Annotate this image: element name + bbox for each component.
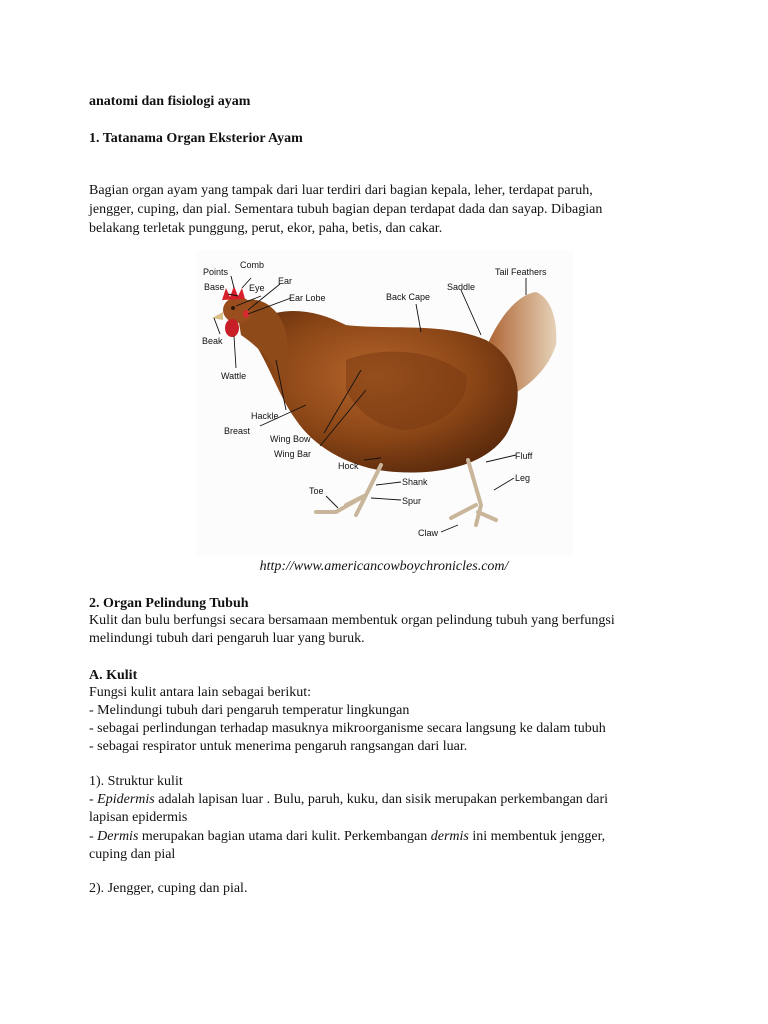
intro-line-3: belakang terletak punggung, perut, ekor, paha, betis, dan cakar. (89, 221, 443, 236)
epidermis-prefix: - (89, 792, 98, 807)
comb-shape (222, 286, 245, 300)
dermis-term: Dermis (97, 829, 139, 844)
label-ear-lobe: Ear Lobe (289, 293, 326, 303)
document-title: anatomi dan fisiologi ayam (89, 94, 251, 109)
label-toe: Toe (309, 486, 324, 496)
epidermis-line-2: lapisan epidermis (89, 810, 188, 825)
section-a-intro: Fungsi kulit antara lain sebagai berikut: (89, 685, 312, 700)
section-a-item-1: - Melindungi tubuh dari pengaruh temperatur lingkungan (89, 703, 410, 718)
dermis-prefix: - (89, 829, 98, 844)
epidermis-term: Epidermis (97, 792, 155, 807)
wattle-shape (225, 319, 239, 337)
right-leg (451, 460, 496, 525)
chicken-anatomy-figure (196, 250, 573, 556)
epidermis-line-1 (89, 790, 608, 809)
intro-line-1: Bagian organ ayam yang tampak dari luar terdiri dari bagian kepala, leher, terdapat paruh, (89, 183, 593, 198)
label-claw: Claw (418, 528, 439, 538)
dermis-text: merupakan bagian utama dari kulit. Perkembangan (138, 829, 431, 844)
label-saddle: Saddle (447, 282, 476, 292)
dermis-term-2: dermis (430, 829, 469, 844)
label-eye: Eye (249, 283, 265, 293)
label-back-cape: Back Cape (386, 292, 431, 302)
label-wing-bow: Wing Bow (270, 434, 311, 444)
beak-shape (212, 312, 223, 320)
section-2-heading: 2. Organ Pelindung Tubuh (89, 596, 249, 611)
label-ear: Ear (278, 276, 293, 286)
label-spur: Spur (402, 496, 422, 506)
label-shank: Shank (402, 477, 428, 487)
dermis-line-2: cuping dan pial (89, 847, 176, 862)
section-1-heading: 1. Tatanama Organ Eksterior Ayam (89, 131, 303, 146)
label-wing-bar: Wing Bar (274, 449, 312, 459)
chicken-illustration (196, 250, 573, 556)
label-base: Base (204, 282, 225, 292)
section-a-item-2: - sebagai perlindungan terhadap masuknya mikroorganisme secara langsung ke dalam tubuh (89, 721, 606, 736)
intro-line-2: jengger, cuping, dan pial. Sementara tubuh bagian depan terdapat dada dan sayap. Dibagian (89, 202, 603, 217)
eye-dot (231, 306, 235, 310)
label-hock: Hock (338, 461, 359, 471)
dermis-text-2: ini membentuk jengger, (468, 829, 606, 844)
label-leg: Leg (515, 473, 531, 483)
label-hackle: Hackle (251, 411, 279, 421)
label-comb: Comb (240, 260, 265, 270)
left-leg (316, 465, 381, 515)
label-wattle: Wattle (221, 371, 247, 381)
label-points: Points (203, 267, 229, 277)
section-2-line-2: melindungi tubuh dari pengaruh luar yang buruk. (89, 631, 365, 646)
figure-caption-link: http://www.americancowboychronicles.com/ (259, 559, 509, 574)
section-2-line-1: Kulit dan bulu berfungsi secara bersamaan membentuk organ pelindung tubuh yang berfungsi (89, 613, 615, 628)
jengger-heading: 2). Jengger, cuping dan pial. (89, 881, 248, 896)
label-breast: Breast (224, 426, 251, 436)
section-a-heading: A. Kulit (89, 668, 138, 683)
epidermis-text: adalah lapisan luar . Bulu, paruh, kuku, dan sisik merupakan perkembangan dari (154, 792, 609, 807)
section-a-item-3: - sebagai respirator untuk menerima pengaruh rangsangan dari luar. (89, 739, 468, 754)
struktur-kulit-heading: 1). Struktur kulit (89, 774, 183, 789)
label-fluff: Fluff (515, 451, 533, 461)
dermis-line-1 (89, 827, 605, 846)
label-tail-feathers: Tail Feathers (495, 267, 547, 277)
label-beak: Beak (202, 336, 223, 346)
